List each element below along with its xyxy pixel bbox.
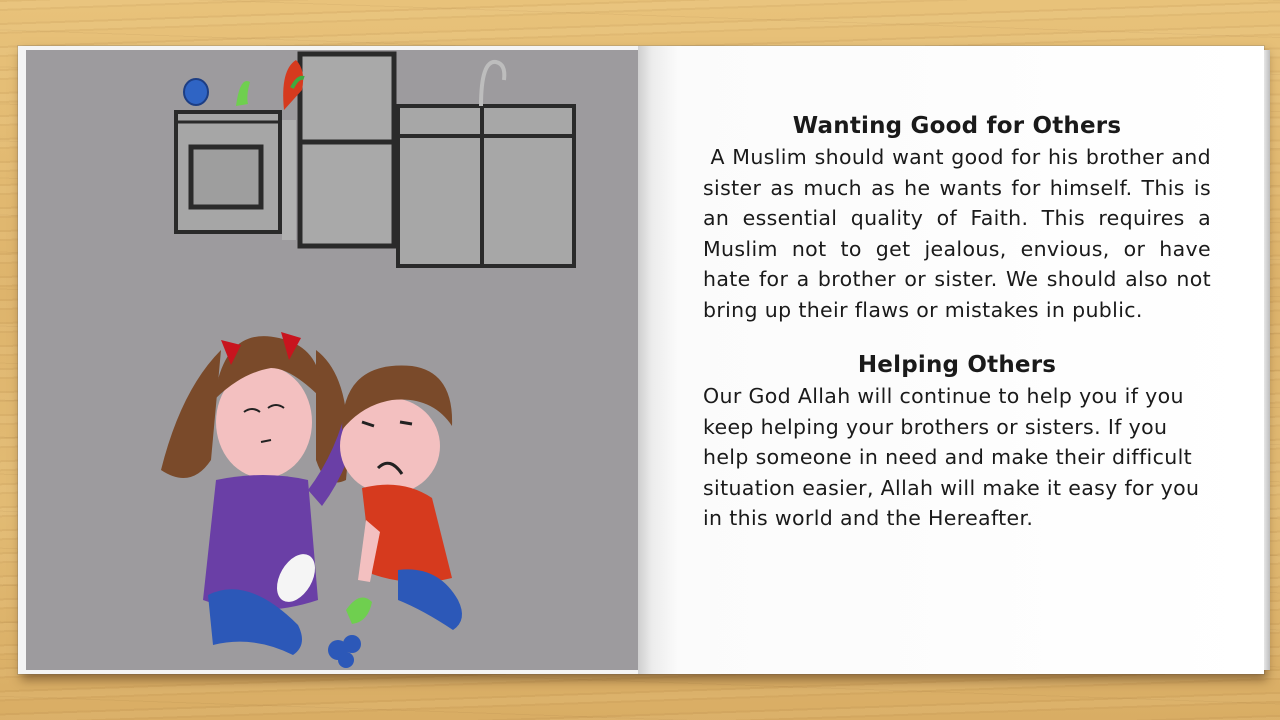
section-heading-helping-others: Helping Others (857, 352, 1057, 378)
section-body-helping-others: Our God Allah will continue to help you if you keep helping your brothers or sisters. If you help someone in need and make their difficult situation easier, Allah will make it easy for you in this world and the Hereafter. (703, 384, 1200, 530)
girl-icon (161, 332, 362, 655)
page-edge (1264, 50, 1270, 670)
open-book (18, 46, 1264, 674)
section-body-wanting-good: A Muslim should want good for his brother and sister as much as he wants for himself. This is an essential quality of Faith. This requires a Muslim not to get jealous, envious, or have hate for a brother or sister. We should also not bring up their flaws or mistakes in public. (703, 145, 1211, 322)
boy-icon (340, 366, 462, 630)
page-text (703, 110, 1211, 534)
kettle-icon (184, 79, 208, 105)
text-page (638, 46, 1264, 674)
section-heading-wanting-good: Wanting Good for Others (792, 113, 1122, 139)
refrigerator-icon (300, 54, 394, 246)
painted-illustration (26, 50, 638, 670)
illustration-page (26, 50, 638, 670)
kitchen-cabinets-icon (176, 54, 574, 266)
